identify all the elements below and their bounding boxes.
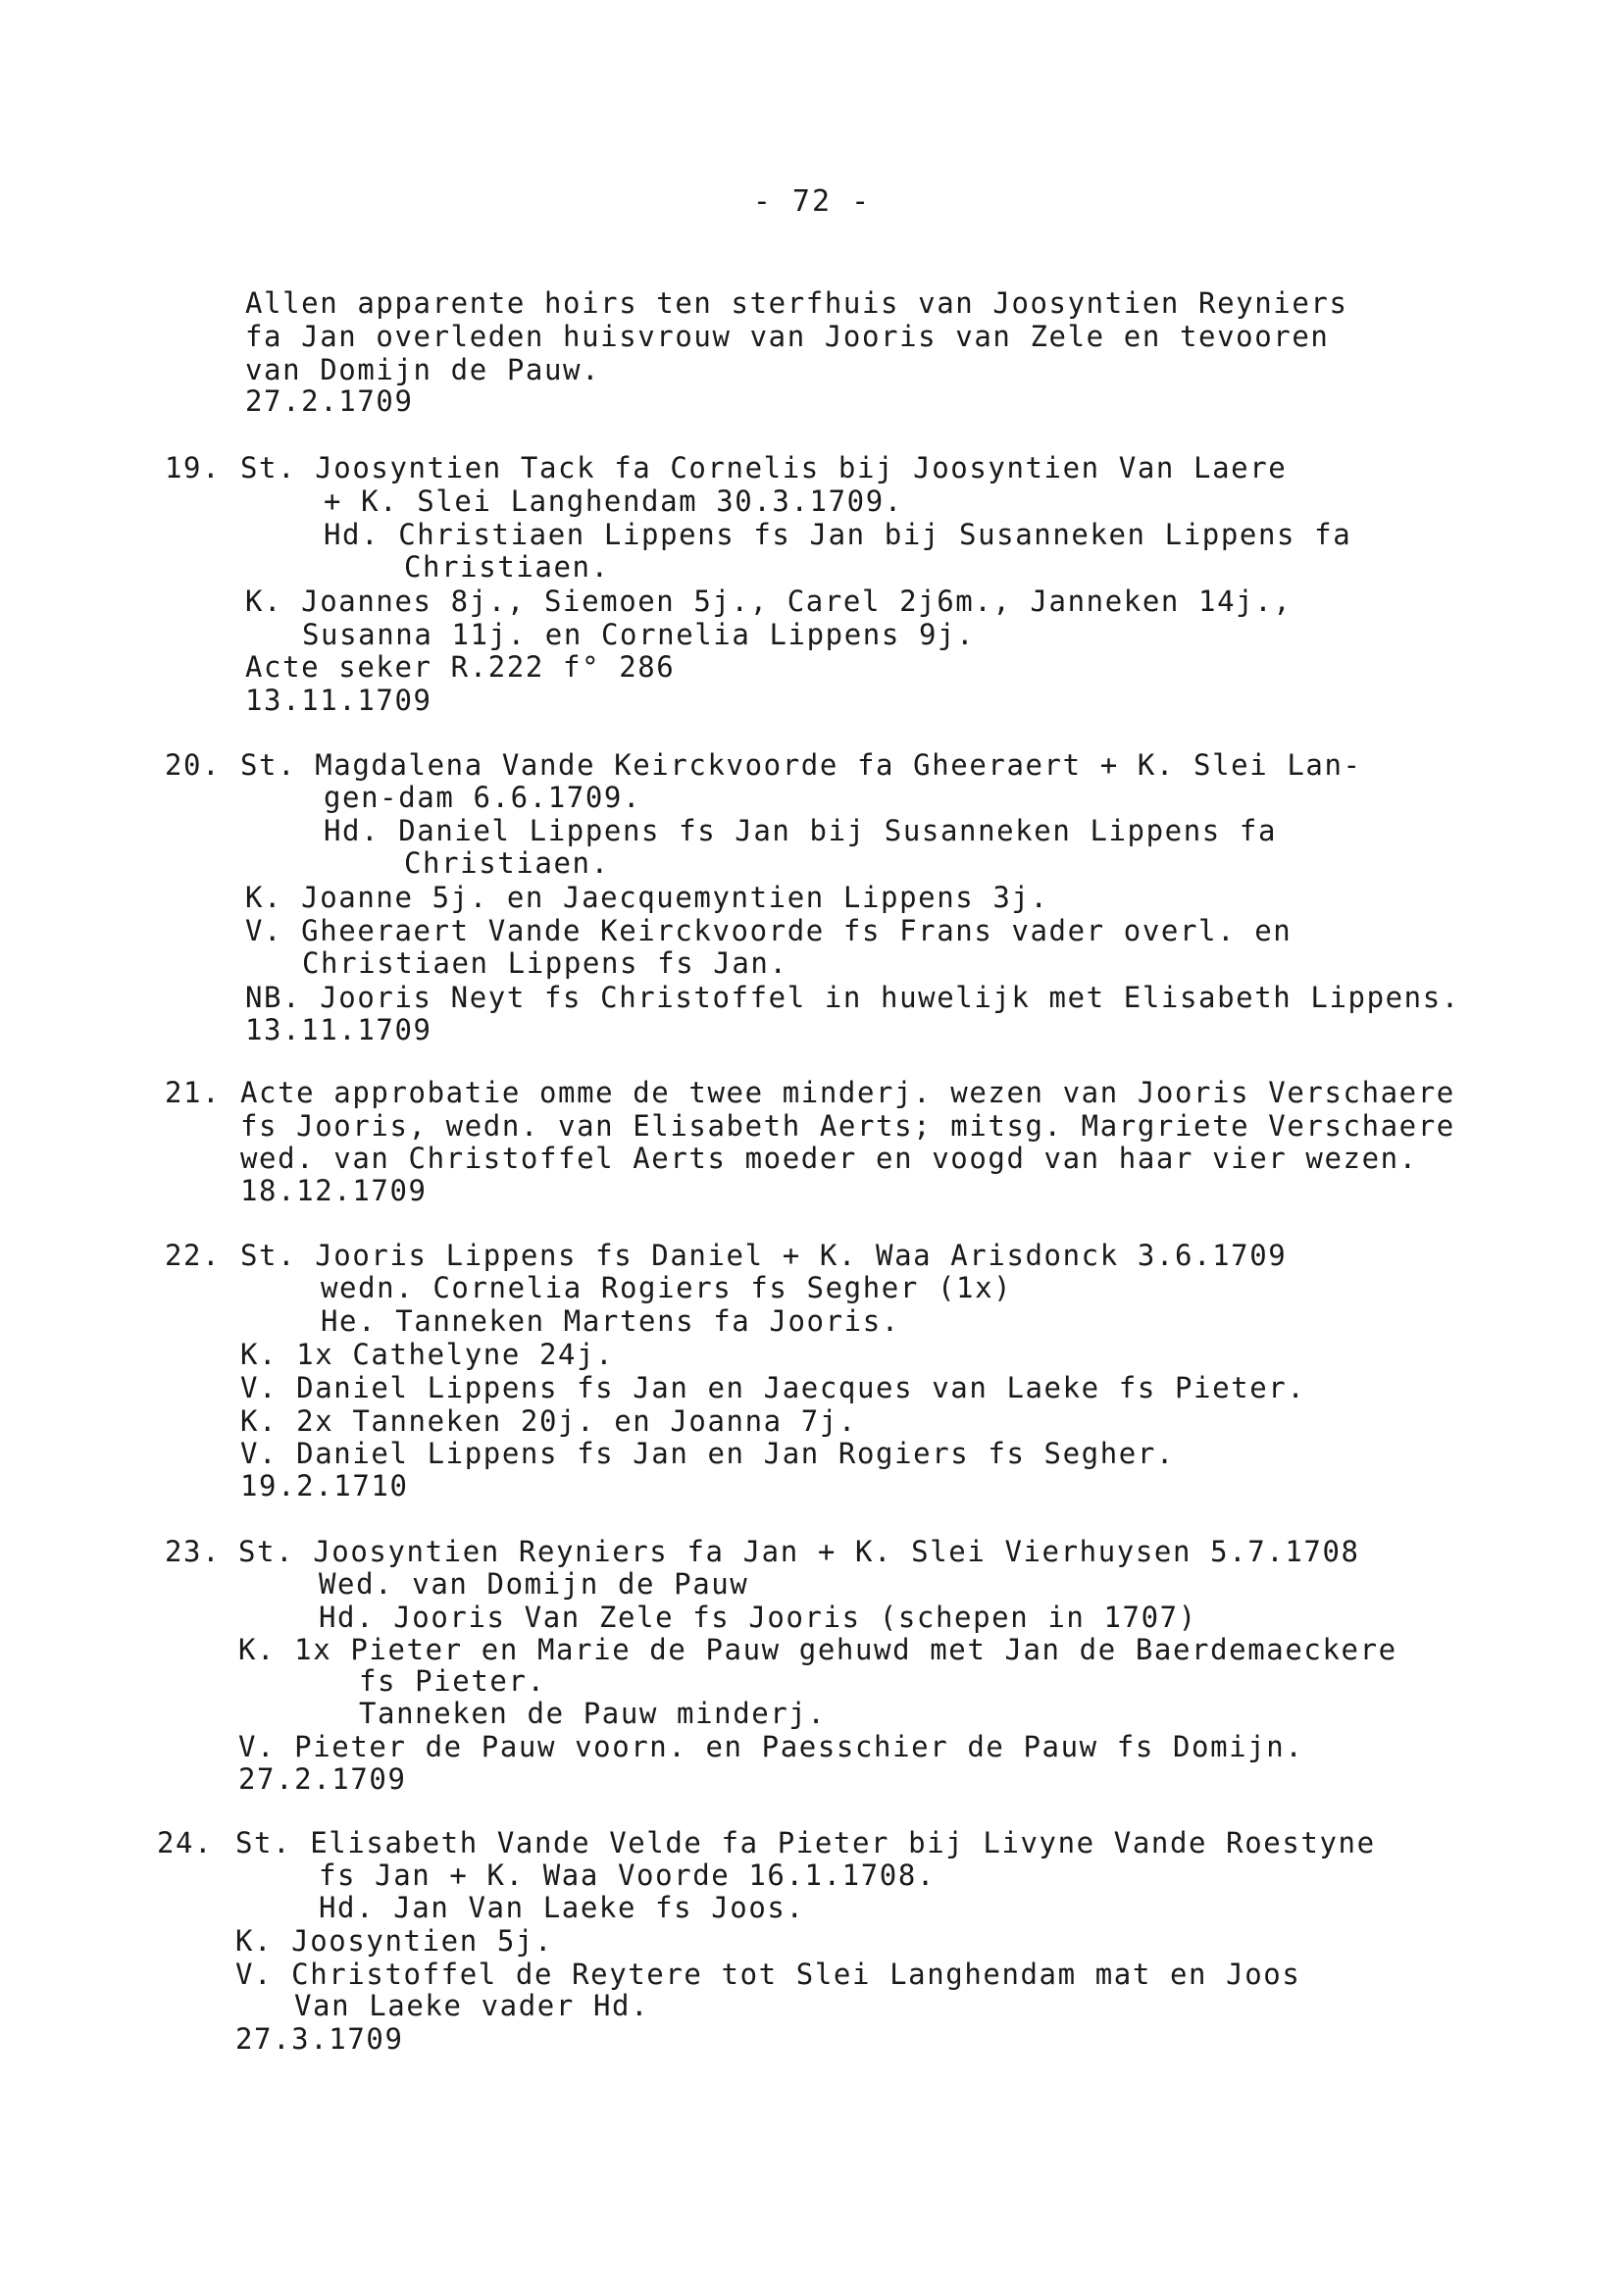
entry-line: fs Jooris, wedn. van Elisabeth Aerts; mitsg. Margriete Verschaere — [240, 1109, 1455, 1143]
entry-date: 27.3.1709 — [235, 2022, 404, 2056]
entry-number: 21. — [165, 1076, 222, 1109]
entry-line: fs Pieter. — [359, 1664, 546, 1698]
entry-line: + K. Slei Langhendam 30.3.1709. — [324, 484, 903, 518]
entry-line: Susanna 11j. en Cornelia Lippens 9j. — [302, 618, 976, 651]
entry-line: Hd. Christiaen Lippens fs Jan bij Susanneken Lippens fa — [324, 518, 1352, 551]
entry-line: Hd. Jan Van Laeke fs Joos. — [319, 1891, 805, 1924]
entry-line: Tanneken de Pauw minderj. — [359, 1697, 827, 1730]
entry-line: Hd. Daniel Lippens fs Jan bij Susanneken Lippens fa — [324, 814, 1278, 847]
entry-line: Christiaen. — [404, 550, 610, 584]
entry-line: wedn. Cornelia Rogiers fs Segher (1x) — [321, 1271, 1013, 1304]
intro-line: van Domijn de Pauw. — [245, 353, 601, 386]
entry-line: St. Joosyntien Reyniers fa Jan + K. Slei Vierhuysen 5.7.1708 — [238, 1535, 1360, 1568]
entry-line: gen-dam 6.6.1709. — [324, 781, 642, 814]
entry-line: V. Daniel Lippens fs Jan en Jaecques van Laeke fs Pieter. — [240, 1371, 1306, 1404]
entry-line: He. Tanneken Martens fa Jooris. — [321, 1304, 900, 1338]
entry-line: St. Joosyntien Tack fa Cornelis bij Joosyntien Van Laere — [240, 451, 1288, 484]
entry-line: K. 2x Tanneken 20j. en Joanna 7j. — [240, 1404, 857, 1438]
entry-number: 19. — [165, 451, 222, 484]
entry-number: 24. — [157, 1826, 214, 1859]
entry-number: 22. — [165, 1239, 222, 1272]
entry-date: 19.2.1710 — [240, 1469, 409, 1502]
entry-date: 27.2.1709 — [238, 1762, 407, 1796]
entry-line: K. Joannes 8j., Siemoen 5j., Carel 2j6m., Janneken 14j., — [245, 585, 1293, 618]
entry-line: Van Laeke vader Hd. — [294, 1989, 650, 2022]
entry-line: NB. Jooris Neyt fs Christoffel in huwelijk met Elisabeth Lippens. — [245, 981, 1460, 1014]
page-number: - 72 - — [752, 184, 872, 219]
entry-line: Christiaen Lippens fs Jan. — [302, 946, 788, 980]
entry-line: K. 1x Pieter en Marie de Pauw gehuwd met Jan de Baerdemaeckere — [238, 1633, 1397, 1666]
entry-line: V. Gheeraert Vande Keirckvoorde fs Frans vader overl. en — [245, 914, 1293, 947]
intro-line: Allen apparente hoirs ten sterfhuis van Joosyntien Reyniers — [245, 286, 1348, 320]
entry-date: 18.12.1709 — [240, 1174, 428, 1207]
intro-date: 27.2.1709 — [245, 384, 414, 418]
entry-line: Acte approbatie omme de twee minderj. wezen van Jooris Verschaere — [240, 1076, 1455, 1109]
entry-line: Wed. van Domijn de Pauw — [319, 1567, 749, 1601]
entry-line: St. Jooris Lippens fs Daniel + K. Waa Arisdonck 3.6.1709 — [240, 1239, 1288, 1272]
entry-line: V. Daniel Lippens fs Jan en Jan Rogiers fs Segher. — [240, 1437, 1175, 1470]
intro-line: fa Jan overleden huisvrouw van Jooris van Zele en tevooren — [245, 320, 1330, 353]
entry-line: V. Pieter de Pauw voorn. en Paesschier de Pauw fs Domijn. — [238, 1730, 1304, 1763]
entry-line: wed. van Christoffel Aerts moeder en voogd van haar vier wezen. — [240, 1142, 1418, 1175]
entry-number: 23. — [165, 1535, 222, 1568]
entry-line: Hd. Jooris Van Zele fs Jooris (schepen in 1707) — [319, 1601, 1197, 1634]
entry-date: 13.11.1709 — [245, 1013, 432, 1046]
entry-line: Christiaen. — [404, 846, 610, 880]
entry-line: St. Elisabeth Vande Velde fa Pieter bij Livyne Vande Roestyne — [235, 1826, 1376, 1859]
entry-date: 13.11.1709 — [245, 684, 432, 717]
entry-line: K. Joanne 5j. en Jaecquemyntien Lippens 3j. — [245, 881, 1049, 914]
entry-line: V. Christoffel de Reytere tot Slei Langhendam mat en Joos — [235, 1958, 1301, 1991]
entry-line: Acte seker R.222 f° 286 — [245, 650, 676, 684]
entry-number: 20. — [165, 748, 222, 782]
entry-line: fs Jan + K. Waa Voorde 16.1.1708. — [319, 1858, 936, 1892]
entry-line: St. Magdalena Vande Keirckvoorde fa Gheeraert + K. Slei Lan- — [240, 748, 1362, 782]
entry-line: K. 1x Cathelyne 24j. — [240, 1338, 615, 1371]
entry-line: K. Joosyntien 5j. — [235, 1924, 554, 1958]
